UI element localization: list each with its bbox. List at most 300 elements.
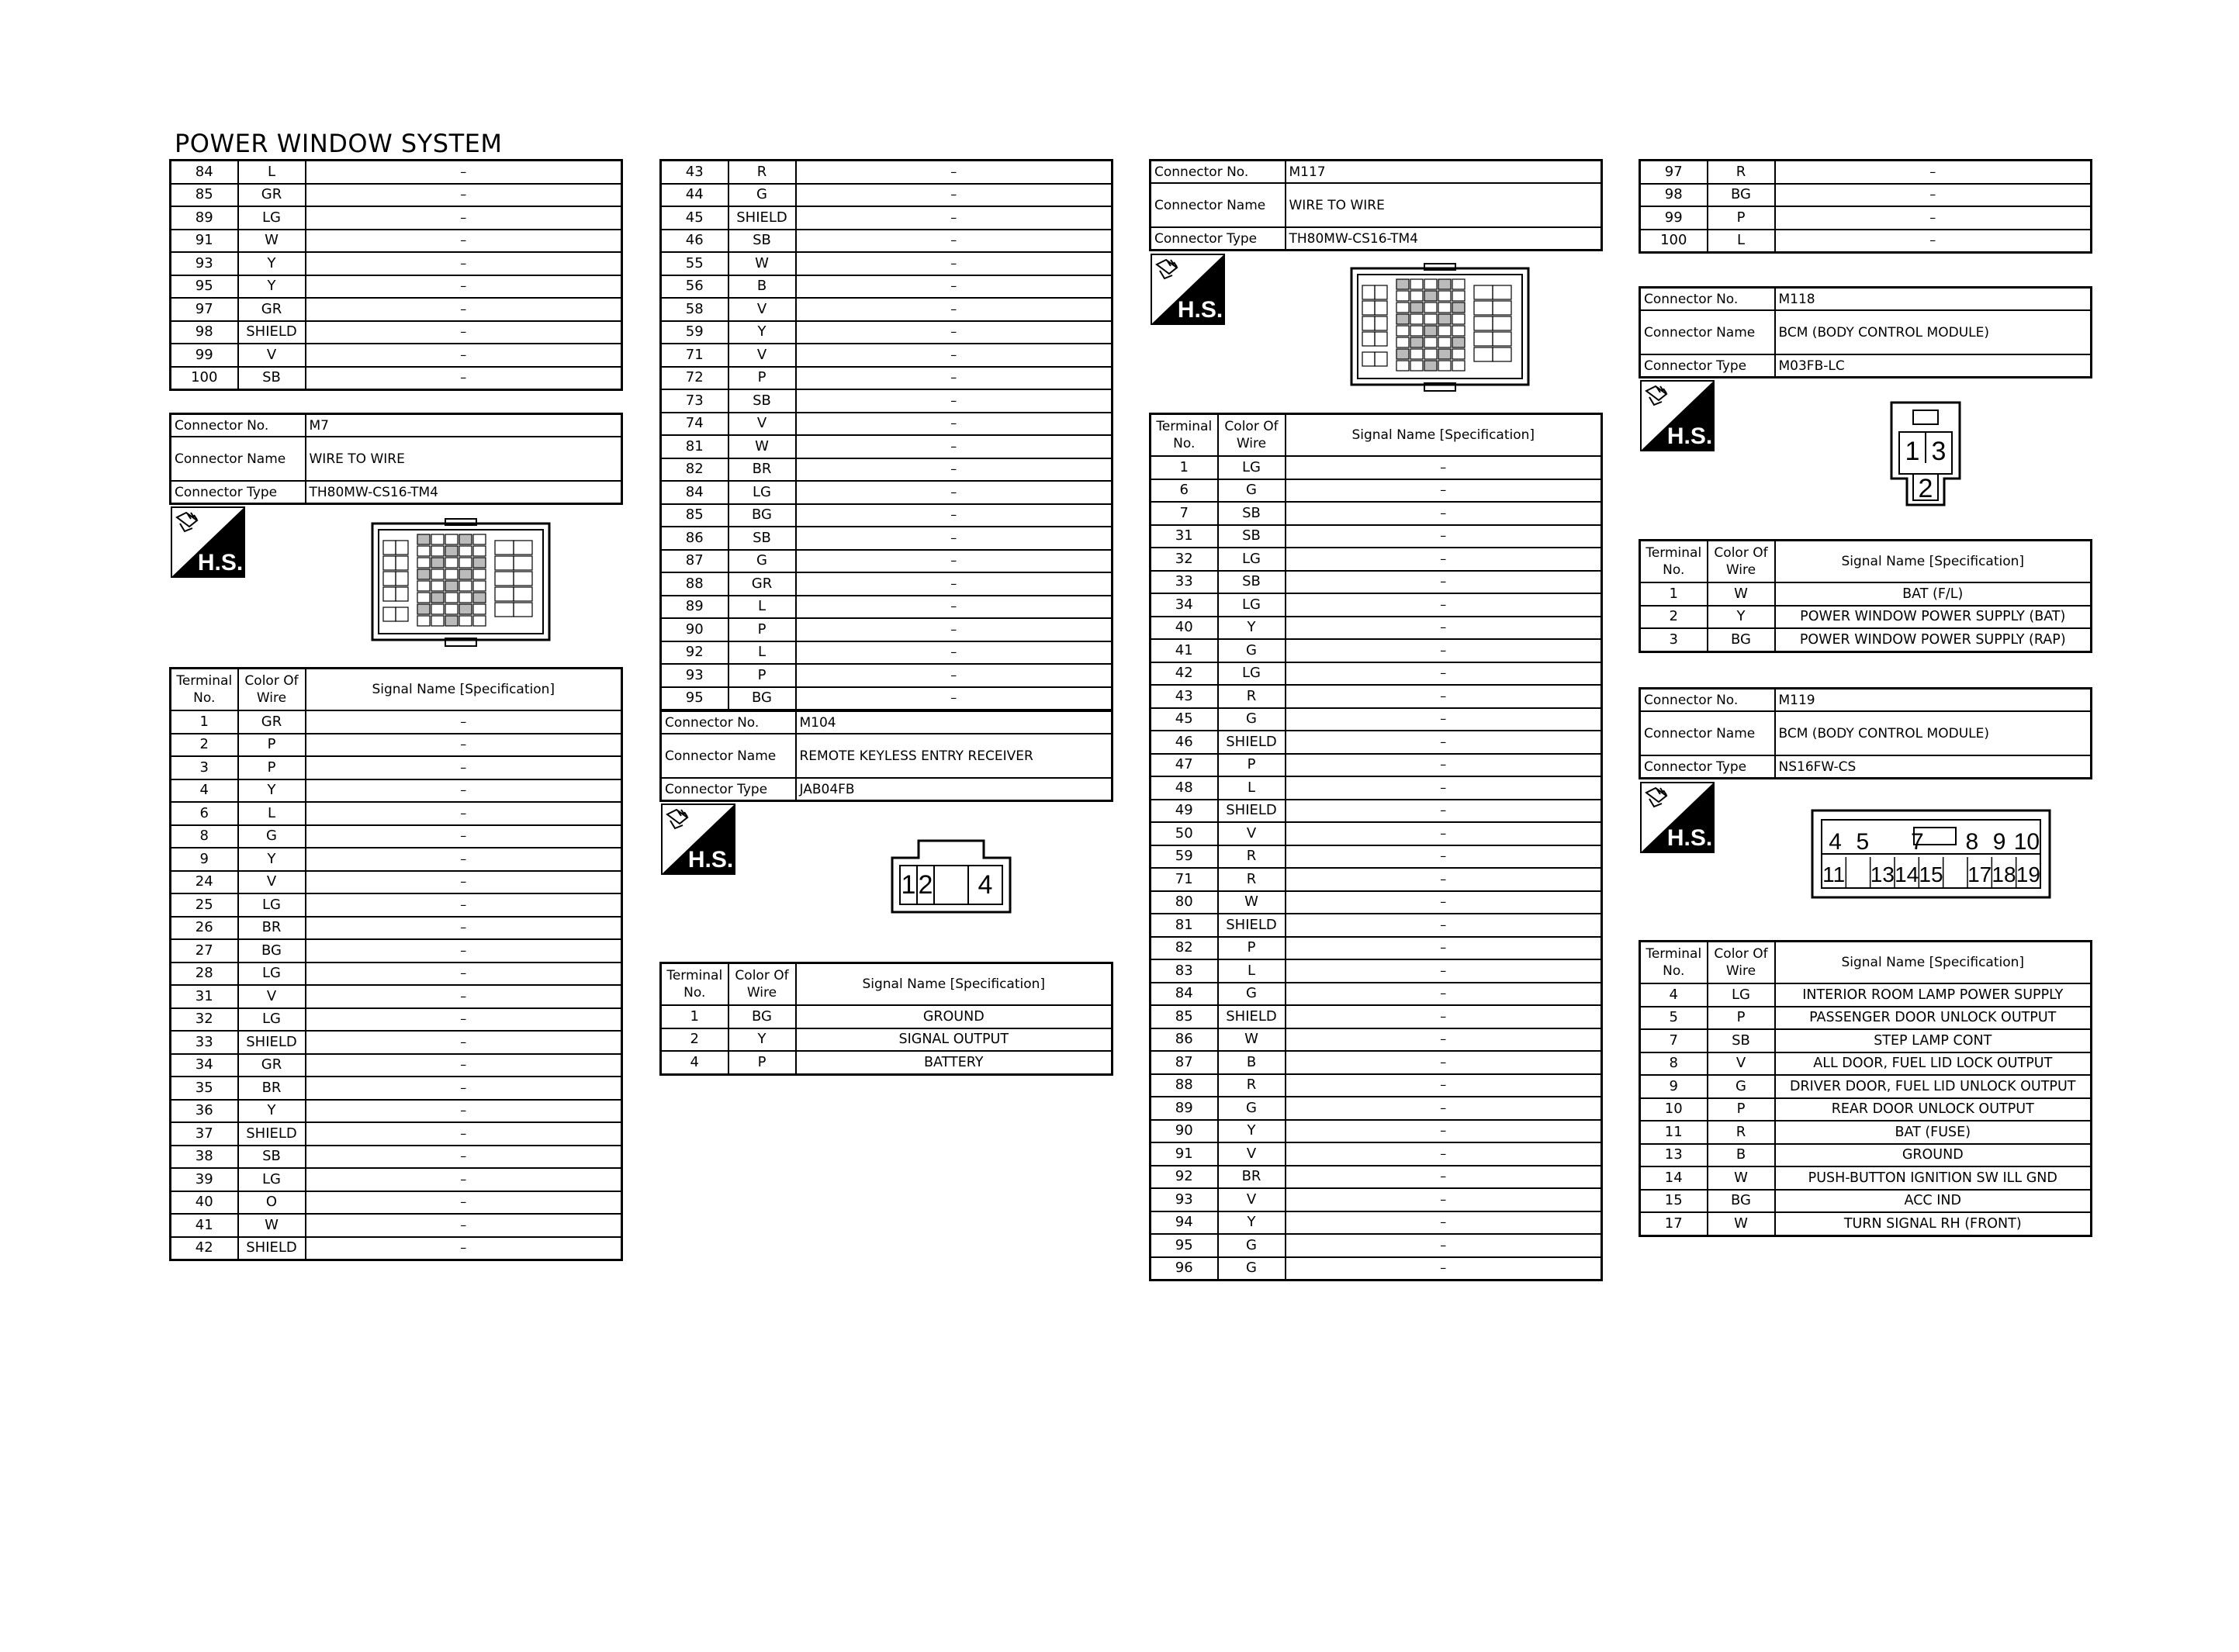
pin-cavity (431, 604, 444, 614)
terminal-no: 24 (171, 871, 238, 894)
wire-color: SHIELD (1218, 914, 1286, 937)
signal-name: – (796, 664, 1113, 687)
connector-info-m7 (169, 413, 623, 505)
terminal-no: 33 (1151, 571, 1218, 594)
table-row (661, 572, 1113, 596)
table-row (1640, 1007, 2092, 1030)
table-row (1151, 662, 1602, 686)
pin-cavity (1493, 347, 1511, 361)
terminal-no: 44 (661, 184, 728, 207)
wire-color: V (238, 985, 306, 1008)
connector-name-value: REMOTE KEYLESS ENTRY RECEIVER (796, 734, 1113, 778)
terminal-no: 26 (171, 917, 238, 940)
signal-name: – (1286, 685, 1602, 708)
table-row (661, 230, 1113, 253)
table-row (1151, 845, 1602, 869)
pin-cavity (445, 616, 458, 626)
table-row (1151, 868, 1602, 891)
pin-cavity (1474, 332, 1493, 346)
wire-color: R (1218, 845, 1286, 869)
terminal-no: 72 (661, 367, 728, 390)
pin-cavity (495, 556, 514, 570)
table-row (1640, 1166, 2092, 1190)
pin-cavity (383, 587, 396, 601)
pin-label: 4 (1829, 829, 1842, 855)
pin-cavity (514, 556, 532, 570)
terminal-no: 7 (1640, 1029, 1708, 1052)
terminal-no: 43 (661, 161, 728, 184)
terminal-no: 93 (661, 664, 728, 687)
terminal-no: 17 (1640, 1212, 1708, 1236)
terminal-no: 37 (171, 1122, 238, 1146)
table-row (1151, 1188, 1602, 1211)
pin-cavity (445, 534, 458, 544)
pin-cavity (445, 604, 458, 614)
pin-label: 10 (2013, 829, 2040, 855)
signal-name: – (1286, 914, 1602, 937)
harness-side-icon (1640, 782, 1715, 853)
table-row (661, 1051, 1113, 1074)
table-row (1151, 754, 1602, 777)
wire-color: V (728, 298, 796, 321)
table-row (1640, 1190, 2092, 1213)
table-row (171, 1122, 622, 1146)
signal-name: – (796, 641, 1113, 665)
terminal-table-continued-2 (659, 159, 1113, 711)
pin-cavity (1396, 326, 1409, 336)
connector-name-value: BCM (BODY CONTROL MODULE) (1775, 711, 2092, 755)
table-row (1151, 708, 1602, 731)
wire-color: BG (1708, 628, 1775, 651)
table-row (1640, 582, 2092, 606)
signal-name: – (1286, 1051, 1602, 1074)
wire-color: SHIELD (238, 1031, 306, 1054)
terminal-no: 39 (171, 1168, 238, 1191)
wire-color: O (238, 1191, 306, 1215)
terminal-no: 84 (661, 481, 728, 504)
table-row (661, 458, 1113, 482)
terminal-no: 43 (1151, 685, 1218, 708)
header-terminal-no: Terminal No. (661, 963, 728, 1006)
wire-color: G (1708, 1075, 1775, 1098)
signal-name: – (1775, 161, 2092, 184)
signal-name: – (1286, 1120, 1602, 1143)
wire-color: G (728, 550, 796, 573)
pin-cavity (1493, 332, 1511, 346)
signal-name: – (306, 1237, 622, 1260)
pin-cavity (1493, 316, 1511, 330)
table-row (1151, 571, 1602, 594)
connector-name-label: Connector Name (1640, 711, 1775, 755)
wire-color: P (1708, 1007, 1775, 1030)
terminal-no: 88 (1151, 1074, 1218, 1097)
signal-name: DRIVER DOOR, FUEL LID UNLOCK OUTPUT (1775, 1075, 2092, 1098)
terminal-table-continued-1 (169, 159, 623, 391)
pin-cavity (459, 546, 472, 556)
terminal-no: 36 (171, 1100, 238, 1123)
table-row (661, 344, 1113, 367)
table-row (661, 641, 1113, 665)
signal-name: – (796, 435, 1113, 458)
wire-color: Y (238, 1100, 306, 1123)
signal-name: – (796, 367, 1113, 390)
wire-color: G (728, 184, 796, 207)
terminal-table-m104 (659, 962, 1113, 1076)
pin-cavity (1424, 279, 1437, 289)
table-row (1151, 959, 1602, 983)
wire-color: LG (238, 893, 306, 917)
table-row (661, 321, 1113, 344)
terminal-no: 47 (1151, 754, 1218, 777)
terminal-no: 32 (1151, 548, 1218, 571)
table-row (1151, 479, 1602, 503)
pin-cavity (1452, 291, 1465, 301)
terminal-no: 95 (1151, 1234, 1218, 1257)
connector-type-value: TH80MW-CS16-TM4 (306, 481, 622, 504)
pin-cavity (445, 569, 458, 579)
signal-name: – (1286, 571, 1602, 594)
table-row (171, 184, 622, 207)
signal-name: – (796, 413, 1113, 436)
pin-cavity (445, 558, 458, 568)
wire-color: L (1708, 230, 1775, 253)
terminal-no: 91 (171, 230, 238, 253)
terminal-table-m119 (1639, 940, 2092, 1237)
pin-cavity (1452, 337, 1465, 347)
pin-cavity (383, 556, 396, 570)
pin-cavity (417, 534, 430, 544)
wire-color: Y (728, 321, 796, 344)
signal-name: SIGNAL OUTPUT (796, 1028, 1113, 1052)
pin-cavity (473, 616, 486, 626)
table-row (1640, 1212, 2092, 1236)
table-row (171, 871, 622, 894)
connector-name-value: WIRE TO WIRE (1286, 183, 1602, 227)
pin-cavity (417, 546, 430, 556)
terminal-no: 45 (661, 206, 728, 230)
connector-type-value: NS16FW-CS (1775, 755, 2092, 779)
pin-cavity (431, 616, 444, 626)
signal-name: – (306, 367, 622, 390)
signal-name: – (306, 1031, 622, 1054)
connector-name-value: BCM (BODY CONTROL MODULE) (1775, 310, 2092, 354)
table-row (1151, 1074, 1602, 1097)
signal-name: BAT (FUSE) (1775, 1121, 2092, 1144)
connector-type-label: Connector Type (1640, 755, 1775, 779)
pin-cavity (459, 558, 472, 568)
pin-cavity (1396, 314, 1409, 324)
table-row (1151, 776, 1602, 800)
pin-cavity (459, 616, 472, 626)
table-row (1151, 731, 1602, 754)
terminal-no: 5 (1640, 1007, 1708, 1030)
signal-name: – (796, 458, 1113, 482)
pin-label: 1 (1905, 437, 1920, 466)
wire-color: V (238, 871, 306, 894)
signal-name: – (306, 1054, 622, 1077)
signal-name: – (306, 1008, 622, 1032)
pin-cavity (431, 546, 444, 556)
table-row (1640, 161, 2092, 184)
table-row (661, 687, 1113, 710)
table-row (661, 1028, 1113, 1052)
table-row (661, 275, 1113, 299)
table-row (1151, 1005, 1602, 1028)
pin-label: 8 (1965, 829, 1979, 855)
wire-color: SB (728, 389, 796, 413)
signal-name: – (306, 871, 622, 894)
connector-no-label: Connector No. (1640, 689, 1775, 712)
pin-cavity (1410, 291, 1423, 301)
table-row (171, 963, 622, 986)
wire-color: P (238, 734, 306, 757)
table-row (1151, 456, 1602, 479)
signal-name: – (306, 802, 622, 825)
terminal-table-m117 (1149, 413, 1603, 1281)
terminal-no: 8 (171, 825, 238, 848)
table-row (661, 161, 1113, 184)
table-row (1640, 184, 2092, 207)
connector-type-label: Connector Type (661, 778, 796, 801)
signal-name: – (306, 848, 622, 871)
table-row (171, 1054, 622, 1077)
pin-cavity (417, 581, 430, 591)
wire-color: W (1218, 891, 1286, 914)
wire-color: BG (1708, 184, 1775, 207)
pin-cavity (514, 603, 532, 617)
pin-cavity (431, 581, 444, 591)
header-color-of-wire: Color Of Wire (238, 669, 306, 711)
pin-label: 9 (1992, 829, 2006, 855)
signal-name: – (306, 917, 622, 940)
terminal-no: 95 (661, 687, 728, 710)
wire-color: W (1708, 1212, 1775, 1236)
signal-name: TURN SIGNAL RH (FRONT) (1775, 1212, 2092, 1236)
header-signal-name: Signal Name [Specification] (1775, 541, 2092, 583)
pin-cavity (459, 604, 472, 614)
signal-name: – (306, 275, 622, 299)
signal-name: – (1286, 868, 1602, 891)
table-row (661, 481, 1113, 504)
terminal-no: 71 (661, 344, 728, 367)
table-row (1151, 800, 1602, 823)
table-row (171, 1008, 622, 1032)
table-row (661, 1005, 1113, 1028)
terminal-no: 87 (661, 550, 728, 573)
wire-color: R (1218, 868, 1286, 891)
signal-name: – (1286, 1166, 1602, 1189)
connector-no-value: M119 (1775, 689, 2092, 712)
signal-name: ALL DOOR, FUEL LID LOCK OUTPUT (1775, 1052, 2092, 1076)
pin-cavity (495, 541, 514, 555)
terminal-no: 83 (1151, 959, 1218, 983)
table-row (1151, 1257, 1602, 1280)
signal-name: – (796, 206, 1113, 230)
signal-name: ACC IND (1775, 1190, 2092, 1213)
terminal-no: 84 (1151, 983, 1218, 1006)
signal-name: GROUND (1775, 1144, 2092, 1167)
pin-cavity (1410, 337, 1423, 347)
signal-name: – (796, 687, 1113, 710)
signal-name: – (796, 321, 1113, 344)
wire-color: G (238, 825, 306, 848)
signal-name: PUSH-BUTTON IGNITION SW ILL GND (1775, 1166, 2092, 1190)
wire-color: P (728, 618, 796, 641)
terminal-no: 85 (171, 184, 238, 207)
wire-color: Y (1218, 617, 1286, 640)
wire-color: V (1218, 822, 1286, 845)
terminal-no: 15 (1640, 1190, 1708, 1213)
terminal-no: 8 (1640, 1052, 1708, 1076)
wire-color: BR (238, 917, 306, 940)
wire-color: V (1708, 1052, 1775, 1076)
table-row (1151, 1166, 1602, 1189)
terminal-no: 50 (1151, 822, 1218, 845)
header-signal-name: Signal Name [Specification] (796, 963, 1113, 1006)
pin-cavity (1452, 361, 1465, 371)
signal-name: – (306, 756, 622, 779)
signal-name: – (796, 572, 1113, 596)
signal-name: – (1286, 593, 1602, 617)
signal-name: – (1286, 1211, 1602, 1235)
wire-color: P (1218, 754, 1286, 777)
table-row (171, 917, 622, 940)
pin-cavity (1410, 302, 1423, 313)
wire-color: SHIELD (238, 1122, 306, 1146)
table-row (661, 298, 1113, 321)
table-row (661, 504, 1113, 527)
terminal-no: 97 (1640, 161, 1708, 184)
pin-cavity (1424, 302, 1437, 313)
wire-color: L (1218, 959, 1286, 983)
table-row (171, 206, 622, 230)
wire-color: LG (1218, 662, 1286, 686)
pin-label: 13 (1870, 862, 1895, 886)
harness-side-icon (661, 804, 735, 875)
pin-cavity (1410, 314, 1423, 324)
connector-no-value: M118 (1775, 288, 2092, 311)
table-row (171, 230, 622, 253)
wire-color: W (238, 230, 306, 253)
table-row (1151, 1211, 1602, 1235)
pin-cavity (1474, 347, 1493, 361)
pin-cavity (431, 569, 444, 579)
wire-color: SB (728, 230, 796, 253)
terminal-no: 90 (1151, 1120, 1218, 1143)
signal-name: – (1286, 639, 1602, 662)
table-row (1640, 1121, 2092, 1144)
table-row (171, 710, 622, 734)
signal-name: – (306, 298, 622, 321)
signal-name: – (1286, 891, 1602, 914)
wire-color: SB (1708, 1029, 1775, 1052)
pin-cavity (495, 587, 514, 601)
pin-cavity (431, 534, 444, 544)
table-row (171, 734, 622, 757)
signal-name: – (306, 779, 622, 803)
signal-name: – (1286, 548, 1602, 571)
header-terminal-no: Terminal No. (1151, 414, 1218, 457)
wire-color: SB (728, 527, 796, 550)
wire-color: Y (238, 252, 306, 275)
pin-label: 17 (1967, 862, 1992, 886)
pin-cavity (1452, 279, 1465, 289)
pin-cavity (1452, 314, 1465, 324)
signal-name: – (796, 230, 1113, 253)
pin-cavity (1424, 314, 1437, 324)
signal-name: – (1286, 937, 1602, 960)
signal-name: – (306, 734, 622, 757)
terminal-no: 42 (171, 1237, 238, 1260)
pin-cavity (1375, 332, 1387, 346)
terminal-no: 85 (661, 504, 728, 527)
wire-color: Y (238, 275, 306, 299)
signal-name: – (1286, 1097, 1602, 1120)
wire-color: BG (728, 1005, 796, 1028)
pin-label: 4 (978, 870, 993, 900)
terminal-no: 55 (661, 252, 728, 275)
table-row (1151, 822, 1602, 845)
header-terminal-no: Terminal No. (171, 669, 238, 711)
pin-label: 18 (1992, 862, 2016, 886)
pin-cavity (417, 593, 430, 603)
table-row (171, 344, 622, 367)
terminal-no: 41 (1151, 639, 1218, 662)
wire-color: W (728, 435, 796, 458)
connector-no-label: Connector No. (171, 414, 306, 437)
pin-cavity (417, 558, 430, 568)
wire-color: L (728, 641, 796, 665)
wire-color: Y (1708, 606, 1775, 629)
terminal-no: 97 (171, 298, 238, 321)
terminal-no: 81 (661, 435, 728, 458)
signal-name: – (306, 206, 622, 230)
connector-diagram-m118 (1890, 401, 1961, 506)
signal-name: – (796, 481, 1113, 504)
table-row (661, 252, 1113, 275)
terminal-no: 86 (1151, 1028, 1218, 1052)
terminal-no: 46 (661, 230, 728, 253)
pin-cavity (1474, 285, 1493, 299)
wire-color: R (1218, 1074, 1286, 1097)
header-terminal-no: Terminal No. (1640, 942, 1708, 984)
table-row (171, 367, 622, 390)
signal-name: – (796, 298, 1113, 321)
wire-color: SHIELD (728, 206, 796, 230)
wire-color: Y (238, 848, 306, 871)
pin-cavity (1424, 326, 1437, 336)
connector-diagram-m7 (371, 517, 551, 648)
connector-type-value: M03FB-LC (1775, 354, 2092, 378)
table-row (661, 550, 1113, 573)
signal-name: – (1775, 206, 2092, 230)
pin-cavity (1438, 349, 1451, 359)
header-color-of-wire: Color Of Wire (1218, 414, 1286, 457)
wire-color: G (1218, 479, 1286, 503)
wire-color: G (1218, 1257, 1286, 1280)
table-row (1640, 628, 2092, 651)
wire-color: SB (1218, 571, 1286, 594)
table-row (1640, 606, 2092, 629)
table-row (661, 664, 1113, 687)
pin-cavity (383, 572, 396, 586)
signal-name: – (1775, 184, 2092, 207)
terminal-no: 6 (171, 802, 238, 825)
table-row (171, 939, 622, 963)
table-row (171, 321, 622, 344)
table-row (1151, 891, 1602, 914)
connector-type-label: Connector Type (171, 481, 306, 504)
